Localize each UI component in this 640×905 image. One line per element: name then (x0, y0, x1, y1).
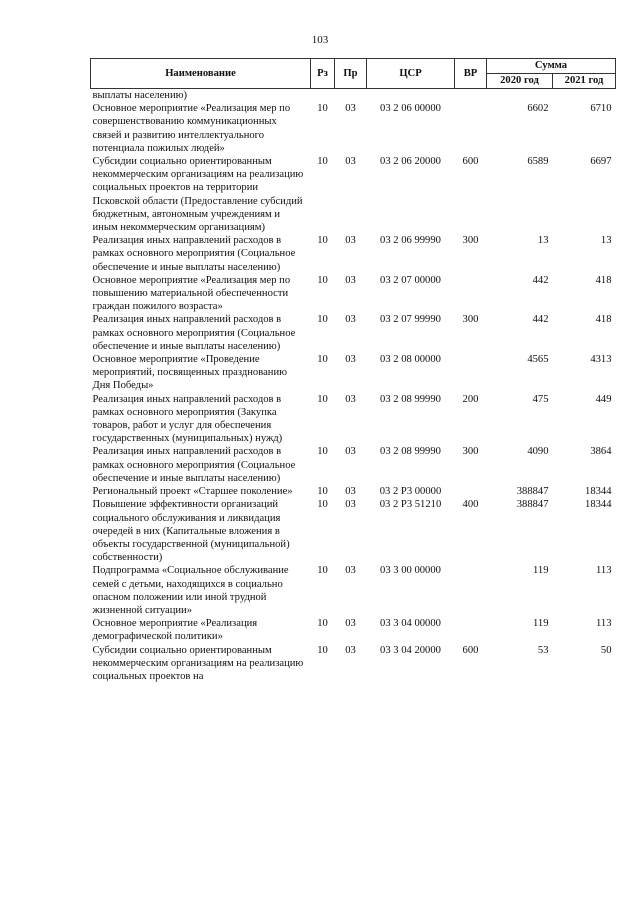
row-rz: 10 (317, 235, 328, 247)
header-pr: Пр (335, 59, 367, 89)
row-csr: 03 2 06 00000 (380, 103, 441, 115)
row-rz: 10 (317, 354, 328, 366)
row-name: выплаты населению) (92, 90, 188, 101)
row-csr: 03 2 P3 00000 (379, 486, 442, 498)
row-sum-2020: 4090 (527, 446, 549, 458)
row-vr: 300 (462, 314, 479, 326)
row-pr (335, 89, 367, 103)
row-name: Реализация иных направлений расходов в рамках основного мероприятия (Социальное обеспечение и иные выплаты населению) (92, 314, 296, 352)
row-sum-2020: 119 (533, 565, 549, 577)
budget-table (90, 58, 616, 683)
row-name: Реализация иных направлений расходов в рамках основного мероприятия (Социальное обеспечение и иные выплаты населению) (92, 446, 296, 484)
row-pr: 03 (345, 274, 356, 286)
row-sum-2020: 119 (533, 618, 549, 630)
row-vr (455, 89, 487, 103)
row-pr: 03 (345, 314, 356, 326)
row-name: Субсидии социально ориентированным некоммерческим организациям на реализацию социальных проектов на (92, 644, 304, 682)
row-rz: 10 (317, 618, 328, 630)
row-rz: 10 (317, 314, 328, 326)
row-sum-2020: 6589 (527, 156, 549, 168)
row-csr: 03 2 06 20000 (380, 156, 441, 168)
header-rz: Рз (311, 59, 335, 89)
header-year-2021: 2021 год (553, 74, 616, 89)
row-rz: 10 (317, 393, 328, 405)
row-sum-2021: 418 (595, 274, 612, 286)
row-name: Основное мероприятие «Реализация демографической политики» (92, 618, 258, 643)
row-pr: 03 (345, 156, 356, 168)
row-pr: 03 (345, 393, 356, 405)
header-vr: ВР (455, 59, 487, 89)
row-csr: 03 2 08 99990 (380, 446, 441, 458)
row-sum-2021 (553, 89, 616, 103)
row-rz: 10 (317, 274, 328, 286)
row-pr: 03 (345, 235, 356, 247)
row-pr: 03 (345, 644, 356, 656)
row-csr: 03 2 07 99990 (380, 314, 441, 326)
row-csr: 03 2 07 00000 (380, 274, 441, 286)
row-name: Субсидии социально ориентированным некоммерческим организациям на реализацию социальных проектов на территории Псковской области (Предоставление субсидий бюджетным, автономным учреждениям и иным некоммерческим организациям) (92, 156, 304, 234)
row-pr: 03 (345, 499, 356, 511)
header-year-2020: 2020 год (487, 74, 553, 89)
row-pr: 03 (345, 354, 356, 366)
row-name: Реализация иных направлений расходов в рамках основного мероприятия (Закупка товаров, работ и услуг для обеспечения государственных (муниципальных) нужд) (92, 393, 283, 445)
row-sum-2021: 50 (600, 644, 612, 656)
row-csr: 03 3 04 00000 (380, 618, 441, 630)
row-sum-2020: 442 (532, 314, 549, 326)
row-sum-2020: 388847 (516, 499, 549, 511)
row-name: Основное мероприятие «Реализация мер по совершенствованию коммуникационных связей и развитию интеллектуального потенциала пожилых людей» (92, 103, 291, 154)
table-header (91, 59, 616, 89)
row-pr: 03 (345, 618, 356, 630)
header-csr: ЦСР (367, 59, 455, 89)
row-vr: 600 (462, 156, 479, 168)
row-pr: 03 (345, 565, 356, 577)
row-vr (455, 485, 487, 498)
row-vr: 300 (462, 446, 479, 458)
row-rz: 10 (317, 446, 328, 458)
row-name: Подпрограмма «Социальное обслуживание семей с детьми, находящихся в социально опасном положении или иной трудной жизненной ситуации» (92, 565, 289, 616)
row-rz: 10 (317, 103, 328, 115)
row-pr: 03 (345, 103, 356, 115)
row-sum-2021: 18344 (585, 499, 612, 511)
row-sum-2021: 449 (595, 393, 612, 405)
row-sum-2021: 6697 (590, 156, 612, 168)
page-number: 103 (311, 34, 329, 46)
row-rz: 10 (317, 486, 328, 498)
row-vr (455, 102, 487, 155)
row-csr: 03 2 08 99990 (380, 393, 441, 405)
row-sum-2020: 475 (532, 393, 549, 405)
row-csr (367, 89, 455, 103)
row-sum-2020: 388847 (516, 486, 549, 498)
header-sum: Сумма (487, 59, 616, 74)
row-sum-2021: 113 (596, 618, 612, 630)
row-sum-2020: 442 (532, 274, 549, 286)
row-vr: 300 (462, 235, 479, 247)
row-csr: 03 2 P3 51210 (379, 499, 442, 511)
row-sum-2021: 4313 (590, 354, 612, 366)
row-vr: 200 (462, 393, 479, 405)
row-sum-2020: 13 (537, 235, 549, 247)
row-vr (455, 274, 487, 314)
row-name: Региональный проект «Старшее поколение» (92, 486, 293, 498)
header-name: Наименование (91, 59, 311, 89)
row-name: Основное мероприятие «Реализация мер по повышению материальной обеспеченности граждан пожилого возраста» (92, 274, 291, 313)
row-vr: 400 (462, 499, 479, 511)
row-sum-2021: 6710 (590, 103, 612, 115)
row-sum-2020 (487, 89, 553, 103)
row-name: Реализация иных направлений расходов в рамках основного мероприятия (Социальное обеспечение и иные выплаты населению) (92, 235, 296, 273)
row-csr: 03 3 00 00000 (380, 565, 441, 577)
row-name: Основное мероприятие «Проведение мероприятий, посвященных празднованию Дня Победы» (92, 354, 288, 392)
row-name: Повышение эффективности организаций социального обслуживания и ликвидация очередей в них (Капитальные вложения в объекты государственной (муниципальной) собственности) (92, 499, 290, 564)
row-rz: 10 (317, 156, 328, 168)
row-vr (455, 353, 487, 393)
row-sum-2020: 53 (537, 644, 549, 656)
row-vr: 600 (462, 644, 479, 656)
row-sum-2020: 4565 (527, 354, 549, 366)
row-csr: 03 2 08 00000 (380, 354, 441, 366)
row-sum-2021: 3864 (590, 446, 612, 458)
row-csr: 03 3 04 20000 (380, 644, 441, 656)
row-pr: 03 (345, 486, 356, 498)
row-vr (455, 564, 487, 617)
row-sum-2021: 18344 (585, 486, 612, 498)
row-sum-2020: 6602 (527, 103, 549, 115)
row-vr (455, 617, 487, 643)
row-sum-2021: 113 (596, 565, 612, 577)
row-rz: 10 (317, 644, 328, 656)
row-sum-2021: 418 (595, 314, 612, 326)
row-rz: 10 (317, 499, 328, 511)
row-sum-2021: 13 (600, 235, 612, 247)
row-rz: 10 (317, 565, 328, 577)
row-csr: 03 2 06 99990 (380, 235, 441, 247)
table-body (91, 89, 616, 684)
row-rz (311, 89, 335, 103)
row-pr: 03 (345, 446, 356, 458)
